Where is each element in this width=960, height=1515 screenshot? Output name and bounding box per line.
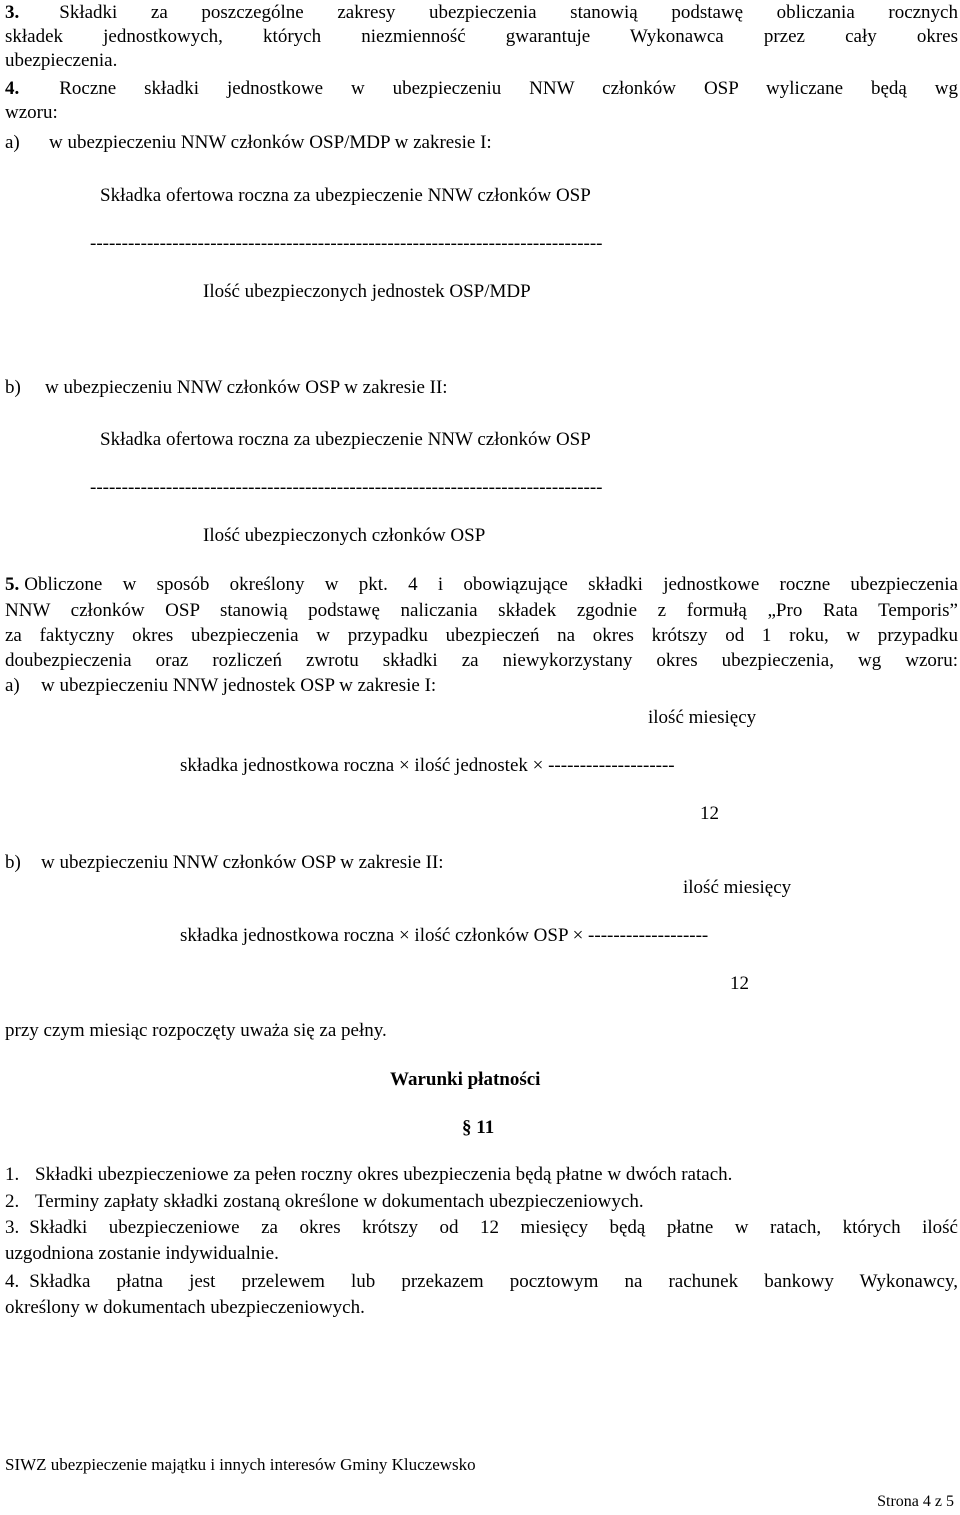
p3-number: 3. [5,2,20,23]
p5-formula-a-top: ilość miesięcy [648,707,757,728]
payment-item-3-cont: uzgodniona zostanie indywidualnie. [5,1243,279,1264]
p4-formula-a-denominator: Ilość ubezpieczonych jednostek OSP/MDP [203,281,531,302]
p5-b-label: b) [5,852,21,873]
p5-line4: doubezpieczenia oraz rozliczeń zwrotu składki za niewykorzystany okres ubezpieczenia, wg wzoru: [5,650,958,671]
payment-item-number: 2. [5,1191,20,1212]
p4-b-item [5,376,448,399]
p4-a-text: w ubezpieczeniu NNW członków OSP/MDP w zakresie I: [49,132,492,153]
p4-formula-b-numerator: Składka ofertowa roczna za ubezpieczenie NNW członków OSP [100,429,591,450]
p4-formula-a-bar: --------------------------------------------------------------------------------- [90,233,603,254]
p5-a-text: w ubezpieczeniu NNW jednostek OSP w zakresie I: [41,675,437,696]
p4-line2: wzoru: [5,102,58,123]
p3-line1: 3. Składki za poszczególne zakresy ubezpieczenia stanowią podstawę obliczania rocznych [5,2,958,23]
p5-line1: 5. Obliczone w sposób określony w pkt. 4 i obowiązujące składki jednostkowe roczne ubezpieczenia [5,574,958,595]
p5-line3: za faktyczny okres ubezpieczenia w przypadku ubezpieczeń na okres krótszy od 1 roku, w przypadku [5,625,958,646]
p5-b-text: w ubezpieczeniu NNW członków OSP w zakresie II: [41,852,444,873]
payment-item-text: Terminy zapłaty składki zostaną określone w dokumentach ubezpieczeniowych. [35,1191,644,1212]
p5-formula-a-bottom: 12 [700,803,719,824]
p4-b-label: b) [5,377,21,398]
p3-line2: składek jednostkowych, których niezmienność gwarantuje Wykonawca przez cały okres [5,26,958,47]
p4-number: 4. [5,78,20,99]
payment-item-2 [5,1190,644,1213]
p5-b-item [5,851,444,874]
payment-item-4 [5,1270,958,1293]
page-number: Strona 4 z 5 [877,1493,954,1510]
p5-line2: NNW członków OSP stanowią podstawę naliczania składek zgodnie z formułą „Pro Rata Temporis” [5,600,958,621]
p5-closing: przy czym miesiąc rozpoczęty uważa się za pełny. [5,1020,387,1041]
p4-b-text: w ubezpieczeniu NNW członków OSP w zakresie II: [45,377,448,398]
p4-line1: 4. Roczne składki jednostkowe w ubezpieczeniu NNW członków OSP wyliczane będą wg [5,78,958,99]
payment-item-4-cont: określony w dokumentach ubezpieczeniowych. [5,1297,365,1318]
payment-item-number: 4. [5,1271,20,1292]
p5-number: 5. [5,574,20,595]
p5-formula-b-bottom: 12 [730,973,749,994]
payment-item-number: 1. [5,1164,20,1185]
p5-a-item [5,674,436,697]
payment-item-3 [5,1216,958,1239]
p5-formula-a-main: składka jednostkowa roczna × ilość jednostek × -------------------- [180,755,675,776]
payment-item-text: Składka płatna jest przelewem lub przekazem pocztowym na rachunek bankowy Wykonawcy, [29,1271,958,1292]
payment-item-1 [5,1163,732,1186]
p5-formula-b-main: składka jednostkowa roczna × ilość członków OSP × ------------------- [180,925,709,946]
p4-formula-b-denominator: Ilość ubezpieczonych członków OSP [203,525,486,546]
p3-line3: ubezpieczenia. [5,50,118,71]
p4-a-item [5,131,492,154]
p5-formula-b-top: ilość miesięcy [683,877,792,898]
p4-formula-b-bar: --------------------------------------------------------------------------------- [90,477,603,498]
p4-formula-a-numerator: Składka ofertowa roczna za ubezpieczenie NNW członków OSP [100,185,591,206]
payment-item-number: 3. [5,1217,20,1238]
section-paragraph: § 11 [462,1117,495,1138]
p4-a-label: a) [5,132,20,153]
footer-title: SIWZ ubezpieczenie majątku i innych interesów Gminy Kluczewsko [5,1455,476,1474]
p5-a-label: a) [5,675,20,696]
section-title: Warunki płatności [390,1069,541,1090]
payment-item-text: Składki ubezpieczeniowe za pełen roczny okres ubezpieczenia będą płatne w dwóch ratach. [35,1164,733,1185]
payment-item-text: Składki ubezpieczeniowe za okres krótszy od 12 miesięcy będą płatne w ratach, których ilość [29,1217,958,1238]
